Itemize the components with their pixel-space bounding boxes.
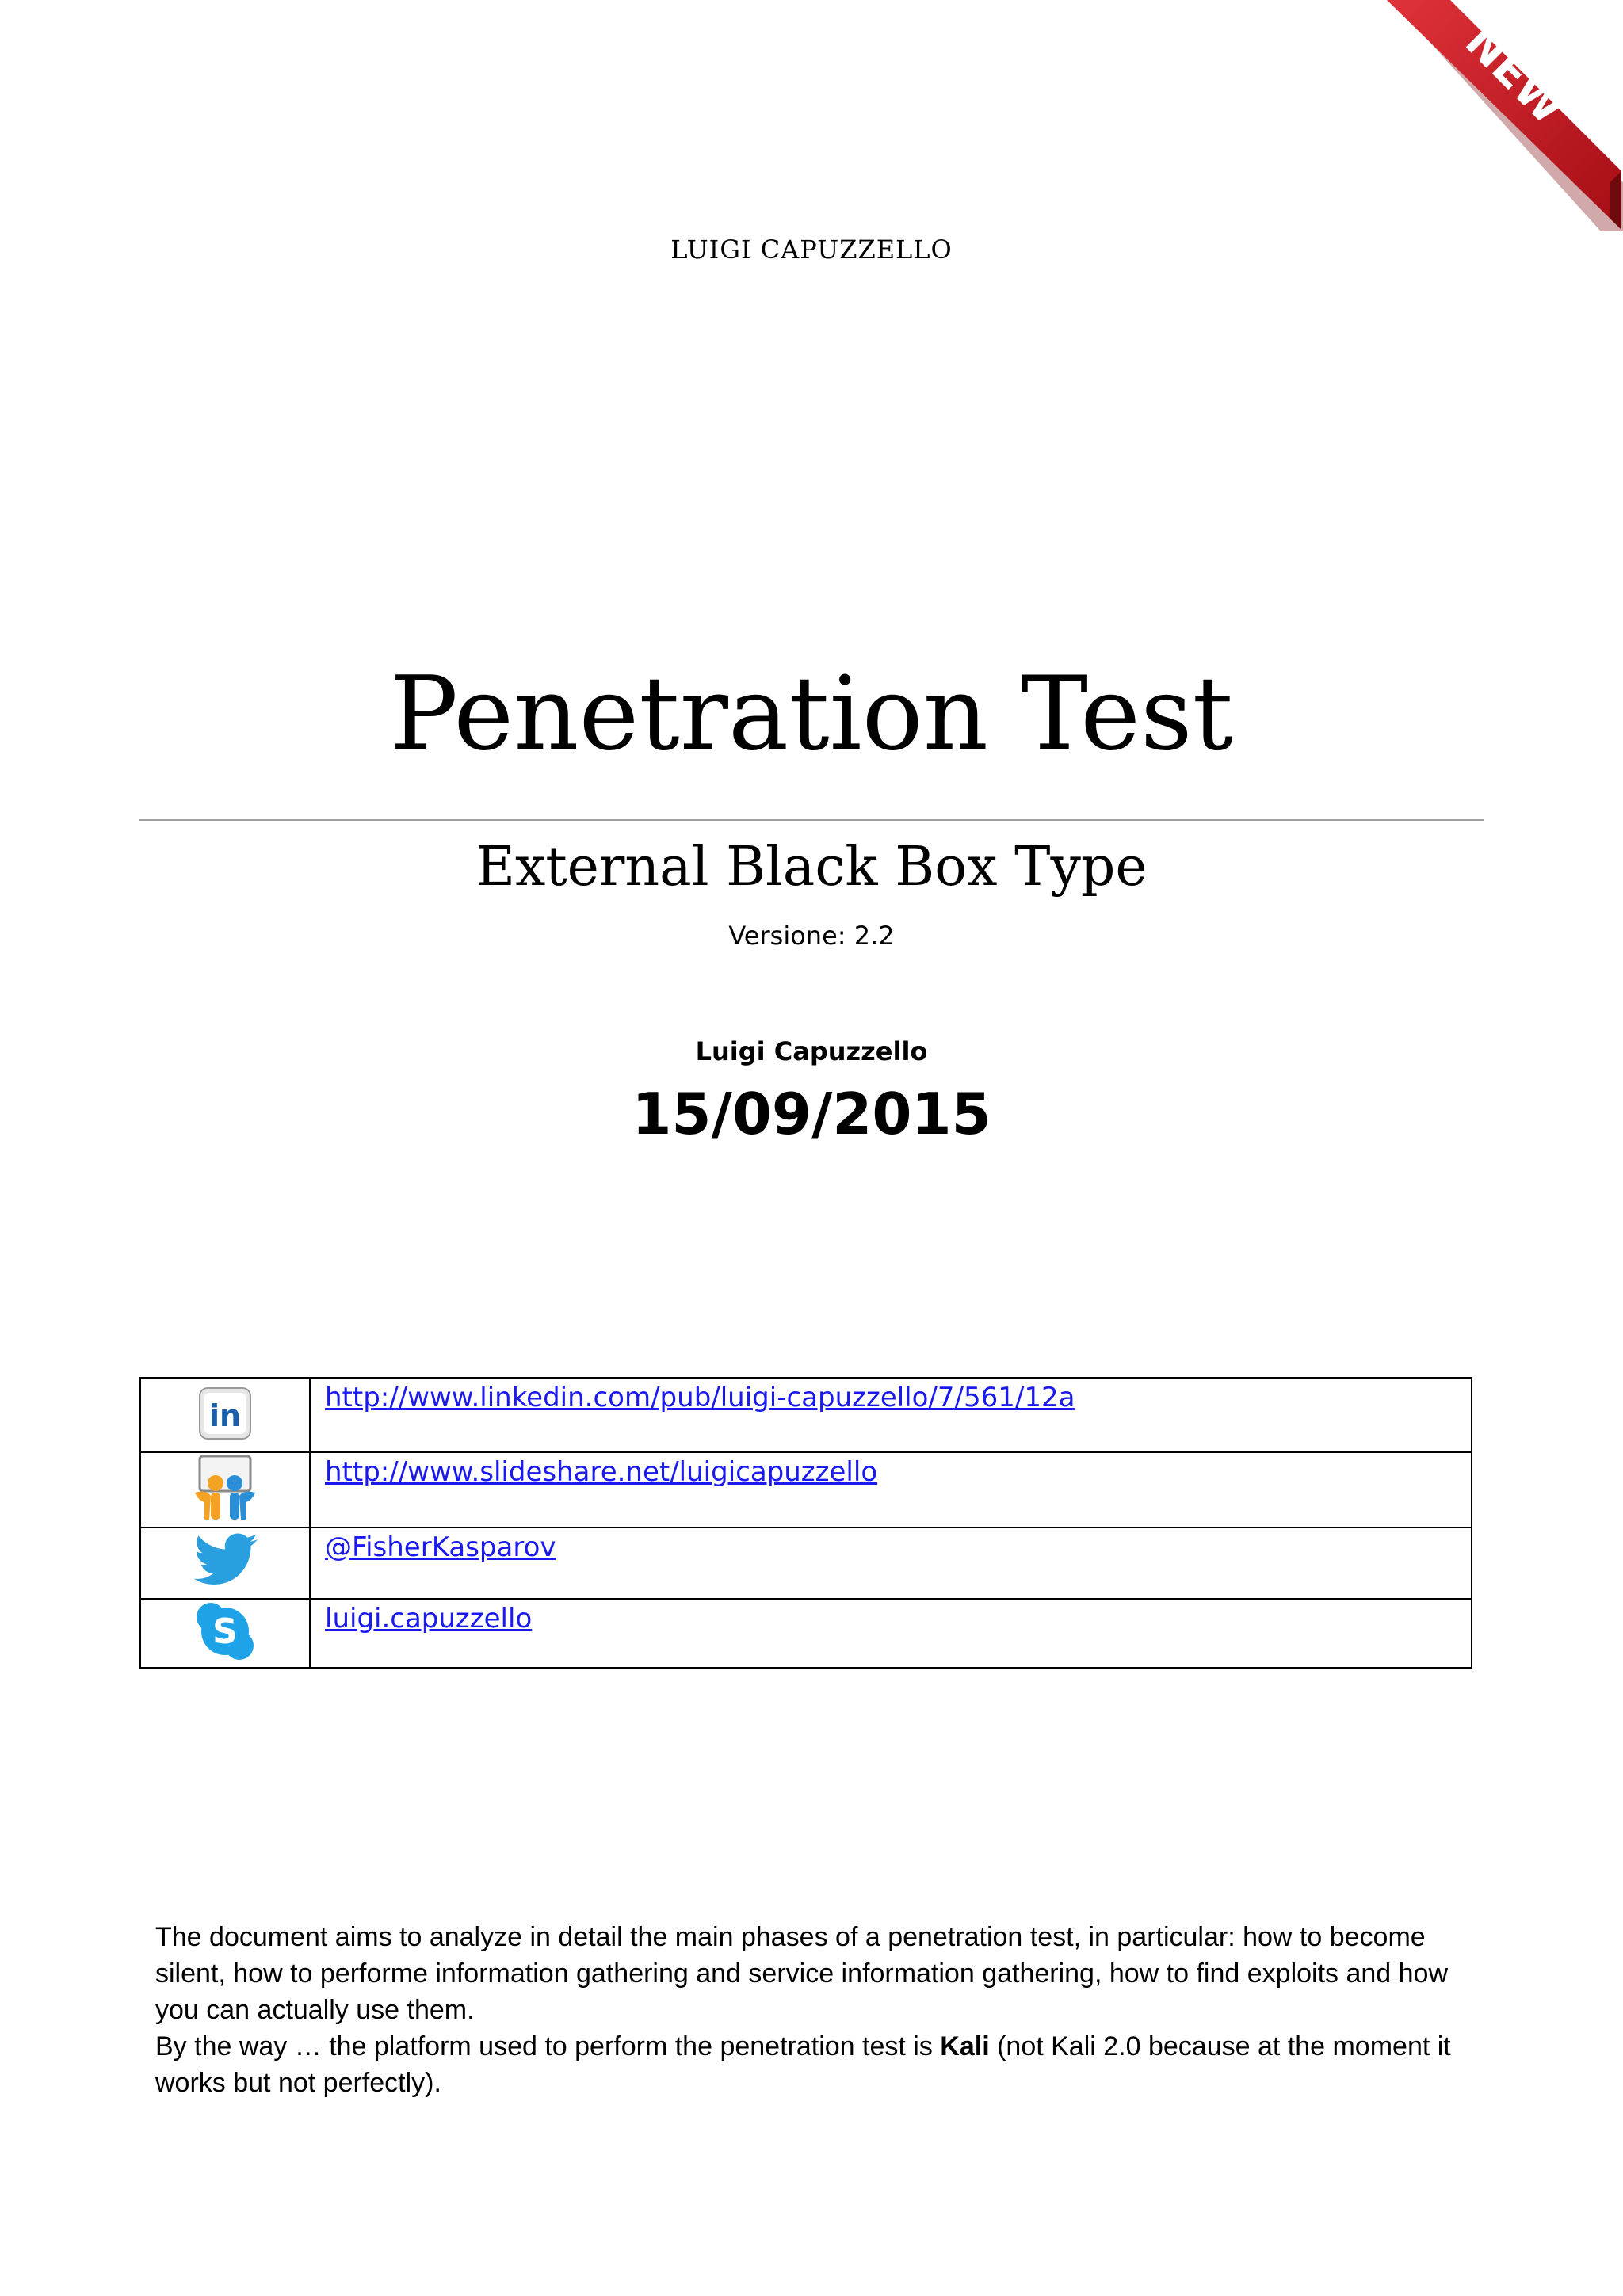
contacts-table xyxy=(139,1377,1472,1669)
abstract-platform-note xyxy=(155,2028,1479,2101)
icon-cell xyxy=(140,1527,310,1599)
contact-row-skype xyxy=(140,1599,1472,1668)
twitter-icon[interactable] xyxy=(191,1531,259,1592)
author-name: Luigi Capuzzello xyxy=(695,1036,928,1066)
skype-icon[interactable] xyxy=(193,1600,257,1663)
contact-row-twitter xyxy=(140,1527,1472,1599)
document-subtitle: External Black Box Type xyxy=(475,836,1148,898)
icon-cell xyxy=(140,1452,310,1527)
contact-row-slideshare xyxy=(140,1452,1472,1527)
linkedin-icon[interactable] xyxy=(197,1385,254,1442)
document-title: Penetration Test xyxy=(389,655,1234,773)
abstract-paragraph: The document aims to analyze in detail the main phases of a penetration test, in particular: how to become silent, how to performe information gathering and service information gathering, how to find exploits and how you can actually use them. xyxy=(155,1922,1449,2025)
abstract-text: By the way … the platform used to perform the penetration test is xyxy=(155,2031,941,2061)
document-abstract xyxy=(155,1919,1479,2101)
abstract-text: (not Kali 2.0 because at the moment it works but not perfectly). xyxy=(155,2031,1451,2098)
contact-text-cell xyxy=(310,1378,1472,1452)
twitter-handle-link[interactable]: @FisherKasparov xyxy=(325,1531,556,1563)
icon-cell xyxy=(140,1378,310,1452)
contact-text-cell xyxy=(310,1527,1472,1599)
linkedin-link[interactable]: http://www.linkedin.com/pub/luigi-capuzzello/7/561/12a xyxy=(325,1382,1075,1413)
document-date: 15/09/2015 xyxy=(632,1081,991,1147)
title-divider xyxy=(139,819,1484,821)
slideshare-link[interactable]: http://www.slideshare.net/luigicapuzzello xyxy=(325,1456,878,1488)
version-label: Versione: 2.2 xyxy=(728,921,895,951)
skype-id-link[interactable]: luigi.capuzzello xyxy=(325,1603,533,1634)
ribbon-label: NEW xyxy=(1455,16,1574,135)
svg-text:S: S xyxy=(212,1611,238,1652)
svg-text:in: in xyxy=(208,1398,242,1433)
icon-cell xyxy=(140,1599,310,1668)
contact-text-cell xyxy=(310,1599,1472,1668)
new-ribbon xyxy=(1387,0,1623,238)
contact-text-cell xyxy=(310,1452,1472,1527)
contact-row-linkedin xyxy=(140,1378,1472,1452)
slideshare-icon[interactable] xyxy=(190,1453,260,1523)
header-author-name: LUIGI CAPUZZELLO xyxy=(670,235,953,265)
kali-highlight: Kali xyxy=(940,2031,990,2061)
